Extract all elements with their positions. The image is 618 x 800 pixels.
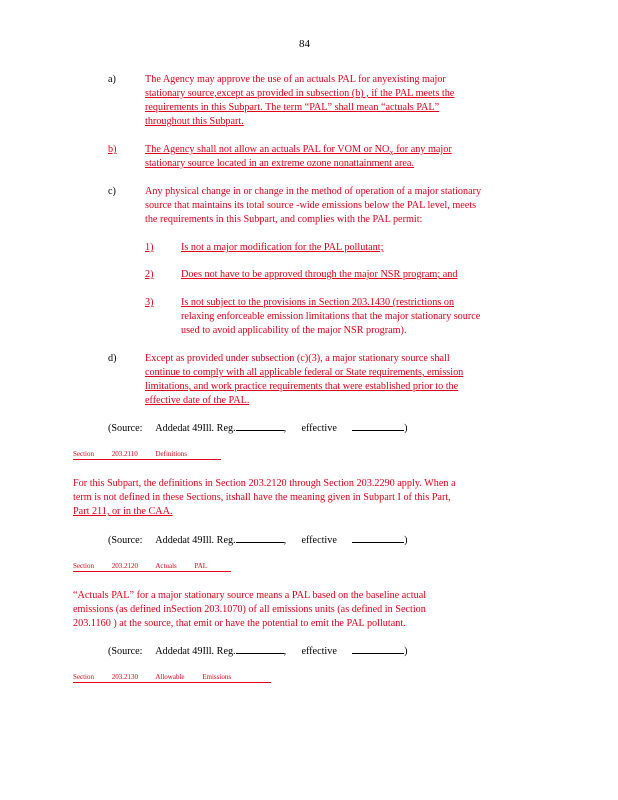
source-note-2: (Source: Addedat 49Ill. Reg. , effective ) bbox=[108, 535, 408, 546]
item-c-sub1-label: 1) bbox=[145, 242, 154, 253]
item-d-line2: continue to comply with all applicable federal or State requirements, emission bbox=[145, 367, 464, 378]
item-c-sub1-text: Is not a major modification for the PAL pollutant; bbox=[181, 242, 384, 253]
item-a-line3: requirements in this Subpart. The term “PAL” shall mean “actuals PAL” bbox=[145, 102, 440, 113]
item-c-label: c) bbox=[108, 186, 116, 197]
item-c-sub2-text: Does not have to be approved through the major NSR program; and bbox=[181, 269, 458, 280]
item-a-line2: stationary source,except as provided in subsection (b) , if the PAL meets the bbox=[145, 88, 455, 99]
item-a-label: a) bbox=[108, 74, 116, 85]
section-2110-line2: term is not defined in these Sections, itshall have the meaning given in Subpart I of this Part, bbox=[73, 492, 451, 503]
section-2110-line1: For this Subpart, the definitions in Section 203.2120 through Section 203.2290 apply. When a bbox=[73, 478, 456, 489]
item-d-line1: Except as provided under subsection (c)(3), a major stationary source shall bbox=[145, 353, 450, 364]
source-note-3: (Source: Addedat 49Ill. Reg. , effective ) bbox=[108, 646, 408, 657]
section-2120-line2: emissions (as defined inSection 203.1070) of all emissions units (as defined in Section bbox=[73, 604, 426, 615]
section-2130-heading: Section 203.2130 Allowable Emissions bbox=[73, 673, 271, 683]
item-c-line2: source that maintains its total source -wide emissions below the PAL level, meets bbox=[145, 200, 477, 211]
section-2120-line1: “Actuals PAL” for a major stationary source means a PAL based on the baseline actual bbox=[73, 590, 427, 601]
page-number: 84 bbox=[299, 38, 310, 50]
item-b-label: b) bbox=[108, 144, 117, 155]
source-note-1: (Source: Addedat 49Ill. Reg. , effective ) bbox=[108, 423, 408, 434]
section-2120-heading: Section 203.2120 Actuals PAL bbox=[73, 562, 231, 572]
item-d-line3: limitations, and work practice requirements that were established prior to the bbox=[145, 381, 459, 392]
item-c-sub3-line2: relaxing enforceable emission limitations that the major stationary source bbox=[181, 311, 481, 322]
item-c-sub2-label: 2) bbox=[145, 269, 154, 280]
item-b-line1: The Agency shall not allow an actuals PAL for VOM or $NO_X$ for any major bbox=[145, 144, 452, 158]
item-b-line2: stationary source located in an extreme ozone nonattainment area. bbox=[145, 158, 415, 169]
item-c-line1: Any physical change in or change in the method of operation of a major stationary bbox=[145, 186, 482, 197]
section-2120-line3: 203.1160 ) at the source, that emit or have the potential to emit the PAL pollutant. bbox=[73, 618, 406, 629]
section-2110-line3: Part 211, or in the CAA. bbox=[73, 506, 173, 517]
item-d-label: d) bbox=[108, 353, 117, 364]
item-c-sub3-label: 3) bbox=[145, 297, 154, 308]
item-a-line1: The Agency may approve the use of an actuals PAL for anyexisting major bbox=[145, 74, 446, 85]
section-2110-heading: Section 203.2110 Definitions bbox=[73, 450, 221, 460]
item-c-line3: the requirements in this Subpart, and complies with the PAL permit: bbox=[145, 214, 423, 225]
item-a-line4: throughout this Subpart. bbox=[145, 116, 244, 127]
item-c-sub3-line1: Is not subject to the provisions in Section 203.1430 (restrictions on bbox=[181, 297, 455, 308]
item-d-line4: effective date of the PAL. bbox=[145, 395, 250, 406]
item-c-sub3-line3: used to avoid applicability of the major NSR program). bbox=[181, 325, 407, 336]
